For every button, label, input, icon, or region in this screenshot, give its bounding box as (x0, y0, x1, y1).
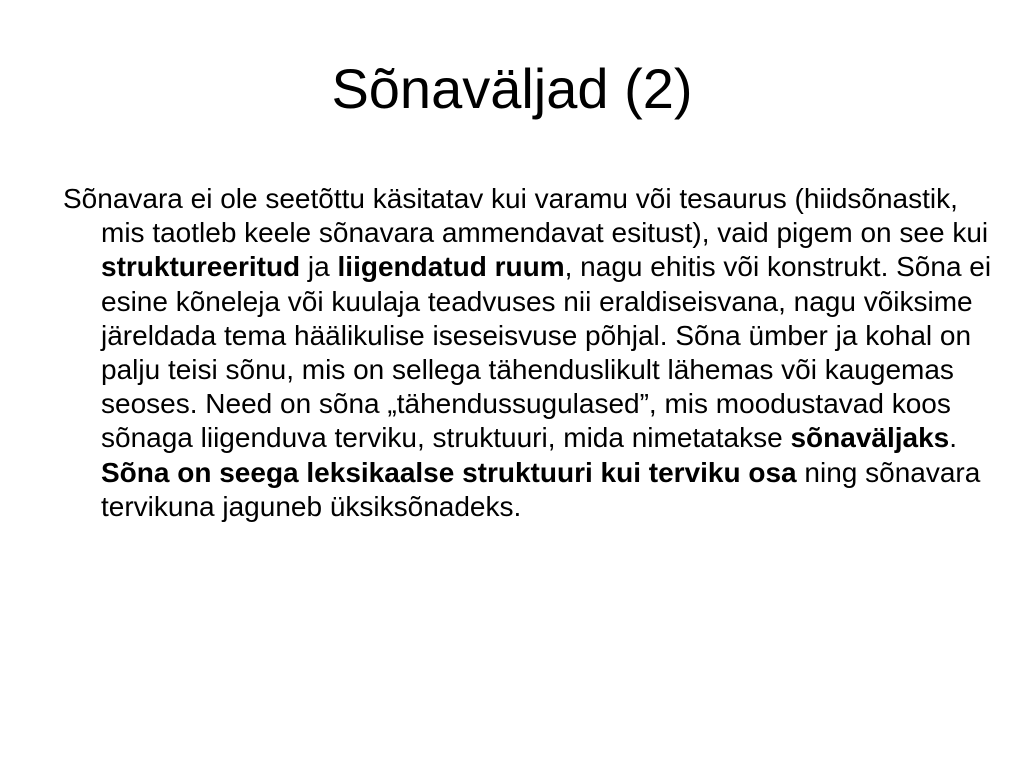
body-bold-struktureeritud: struktureeritud (101, 251, 301, 283)
body-text-2: ja (300, 251, 338, 283)
slide-body-paragraph (63, 182, 996, 524)
body-text-3: , nagu ehitis või konstrukt. Sõna ei esine kõneleja või kuulaja teadvuses nii eraldiseisvana, nagu võiksime järeldada tema häälikulise iseseisvuse põhjal. Sõna ümber ja kohal on palju teisi sõnu, mis on sellega tähenduslikult lähemas või kaugemas seoses. Need on sõna „tähendussugulased”, mis moodustavad koos sõnaga liigenduva terviku, struktuuri, mida nimetatakse (101, 251, 992, 454)
slide-title: Sõnaväljad (2) (331, 57, 693, 120)
body-bold-sonavaljaks: sõnaväljaks (790, 422, 950, 454)
body-text-4: . (949, 422, 958, 454)
body-bold-liigendatud-ruum: liigendatud ruum (337, 251, 565, 283)
body-text-5: ning sõnavara tervikuna jaguneb üksiksõnadeks. (101, 456, 981, 522)
body-bold-leksikaalse-struktuuri: Sõna on seega leksikaalse struktuuri kui terviku osa (101, 456, 797, 488)
body-text-1: Sõnavara ei ole seetõttu käsitatav kui varamu või tesaurus (hiidsõnastik, mis taotleb keele sõnavara ammendavat esitust), vaid pigem on see kui (63, 183, 989, 249)
